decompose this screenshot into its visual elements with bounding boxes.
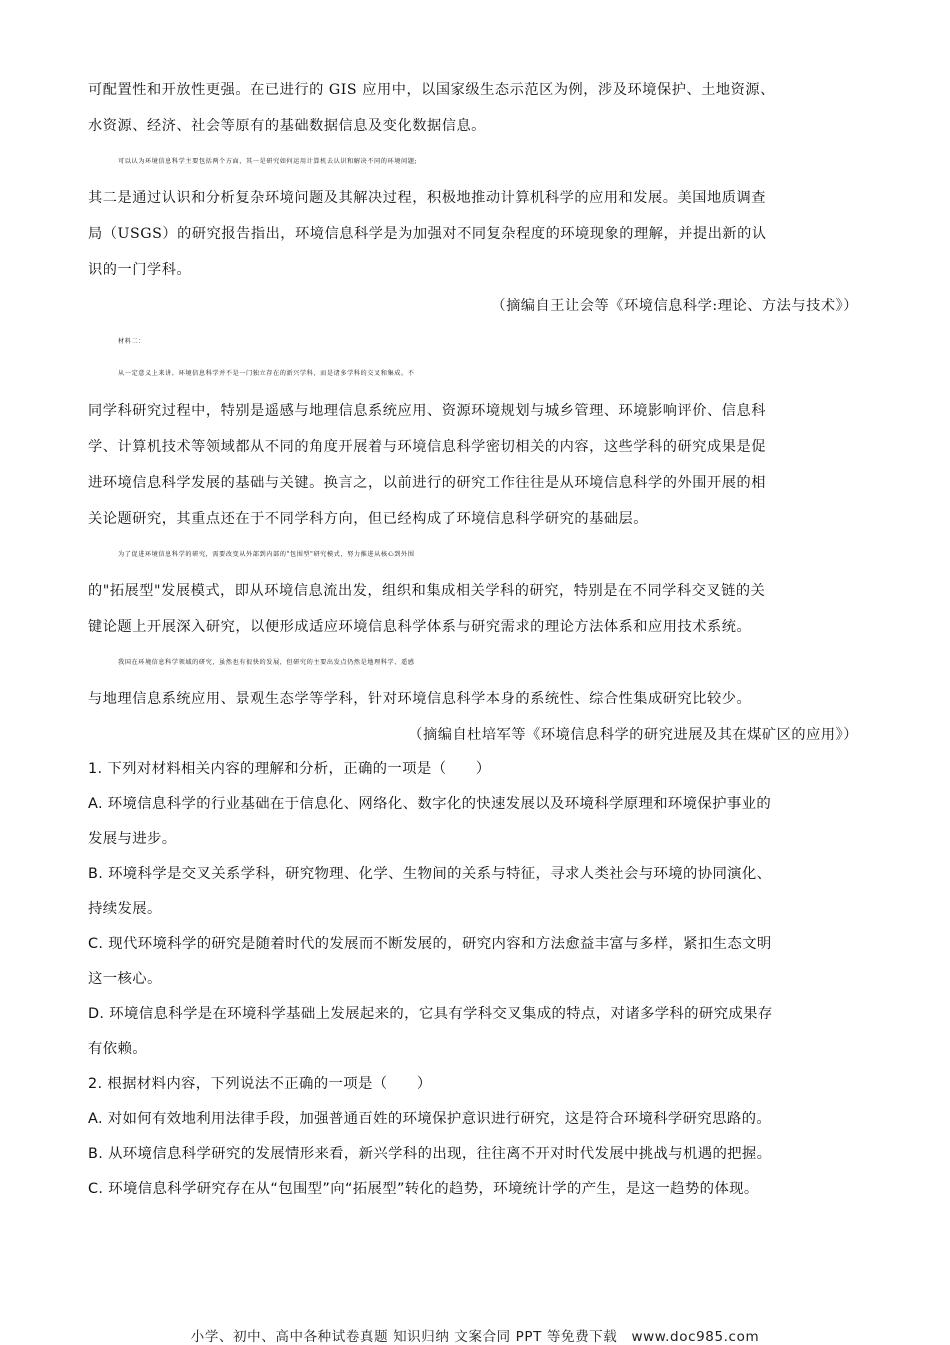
paragraph-line: 其二是通过认识和分析复杂环境问题及其解决过程，积极地推动计算机科学的应用和发展。美国地质调查 — [88, 190, 766, 206]
option-line: D. 环境信息科学是在环境科学基础上发展起来的，它具有学科交叉集成的特点，对诸多学科的研究成果存 — [88, 1006, 773, 1022]
option-line: B. 环境科学是交叉关系学科，研究物理、化学、生物间的关系与特征，寻求人类社会与环境的协同演化、 — [88, 866, 772, 882]
option-line: 发展与进步。 — [88, 831, 177, 847]
question-stem: 1. 下列对材料相关内容的理解和分析，正确的一项是（ ） — [88, 761, 491, 777]
source-citation: （摘编自杜培军等《环境信息科学的研究进展及其在煤矿区的应用》） — [408, 727, 858, 743]
option-line: A. 环境信息科学的行业基础在于信息化、网络化、数字化的快速发展以及环境科学原理和环境保护事业的 — [88, 796, 772, 812]
paragraph-line: 水资源、经济、社会等原有的基础数据信息及变化数据信息。 — [88, 118, 486, 134]
material-heading: 材料二： — [118, 338, 145, 345]
question-stem: 2. 根据材料内容，下列说法不正确的一项是（ ） — [88, 1076, 432, 1092]
paragraph-line: 的"拓展型"发展模式，即从环境信息流出发，组织和集成相关学科的研究，特别是在不同学科交叉链的关 — [88, 583, 766, 599]
option-line: 有依赖。 — [88, 1041, 147, 1057]
paragraph-line: 关论题研究，其重点还在于不同学科方向，但已经构成了环境信息科学研究的基础层。 — [88, 511, 649, 527]
paragraph-line: 键论题上开展深入研究，以便形成适应环境信息科学体系与研究需求的理论方法体系和应用技术系统。 — [88, 619, 752, 635]
paragraph-line: 从一定意义上来讲，环境信息科学并不是一门独立存在的新兴学科，而是诸多学科的交叉和集成。不 — [118, 370, 415, 377]
paragraph-line: 识的一门学科。 — [88, 262, 192, 278]
option-line: C. 现代环境科学的研究是随着时代的发展而不断发展的，研究内容和方法愈益丰富与多样，紧扣生态文明 — [88, 936, 772, 952]
paragraph-line: 我国在环境信息科学领域的研究，虽然也有很快的发展，但研究的主要出发点仍然是地理科学、遥感 — [118, 659, 415, 666]
option-line: 持续发展。 — [88, 901, 162, 917]
option-line: C. 环境信息科学研究存在从“包围型”向“拓展型”转化的趋势，环境统计学的产生，是这一趋势的体现。 — [88, 1181, 759, 1197]
option-line: 这一核心。 — [88, 971, 162, 987]
paragraph-line: 可以认为环境信息科学主要包括两个方面，其一是研究如何运用计算机去认识和解决不同的环境问题; — [118, 158, 418, 165]
paragraph-line: 进环境信息科学发展的基础与关键。换言之，以前进行的研究工作往往是从环境信息科学的外围开展的相 — [88, 475, 766, 491]
paragraph-line: 与地理信息系统应用、景观生态学等学科，针对环境信息科学本身的系统性、综合性集成研究比较少。 — [88, 691, 752, 707]
paragraph-line: 同学科研究过程中，特别是遥感与地理信息系统应用、资源环境规划与城乡管理、环境影响评价、信息科 — [88, 403, 766, 419]
paragraph-line: 局（USGS）的研究报告指出，环境信息科学是为加强对不同复杂程度的环境现象的理解，并提出新的认 — [88, 226, 767, 242]
paragraph-line: 可配置性和开放性更强。在已进行的 GIS 应用中，以国家级生态示范区为例，涉及环境保护、土地资源、 — [88, 82, 775, 98]
paragraph-line: 为了促进环境信息科学的研究，需要改变从外部到内部的"包围型"研究模式，努力推进从核心到外围 — [118, 551, 415, 558]
page-footer: 小学、初中、高中各种试卷真题 知识归纳 文案合同 PPT 等免费下载 www.doc985.com — [190, 1329, 760, 1345]
source-citation: （摘编自王让会等《环境信息科学:理论、方法与技术》） — [491, 298, 858, 314]
option-line: A. 对如何有效地利用法律手段，加强普通百姓的环境保护意识进行研究，这是符合环境科学研究思路的。 — [88, 1111, 772, 1127]
paragraph-line: 学、计算机技术等领域都从不同的角度开展着与环境信息科学密切相关的内容，这些学科的研究成果是促 — [88, 439, 766, 455]
option-line: B. 从环境信息科学研究的发展情形来看，新兴学科的出现，往往离不开对时代发展中挑战与机遇的把握。 — [88, 1146, 772, 1162]
